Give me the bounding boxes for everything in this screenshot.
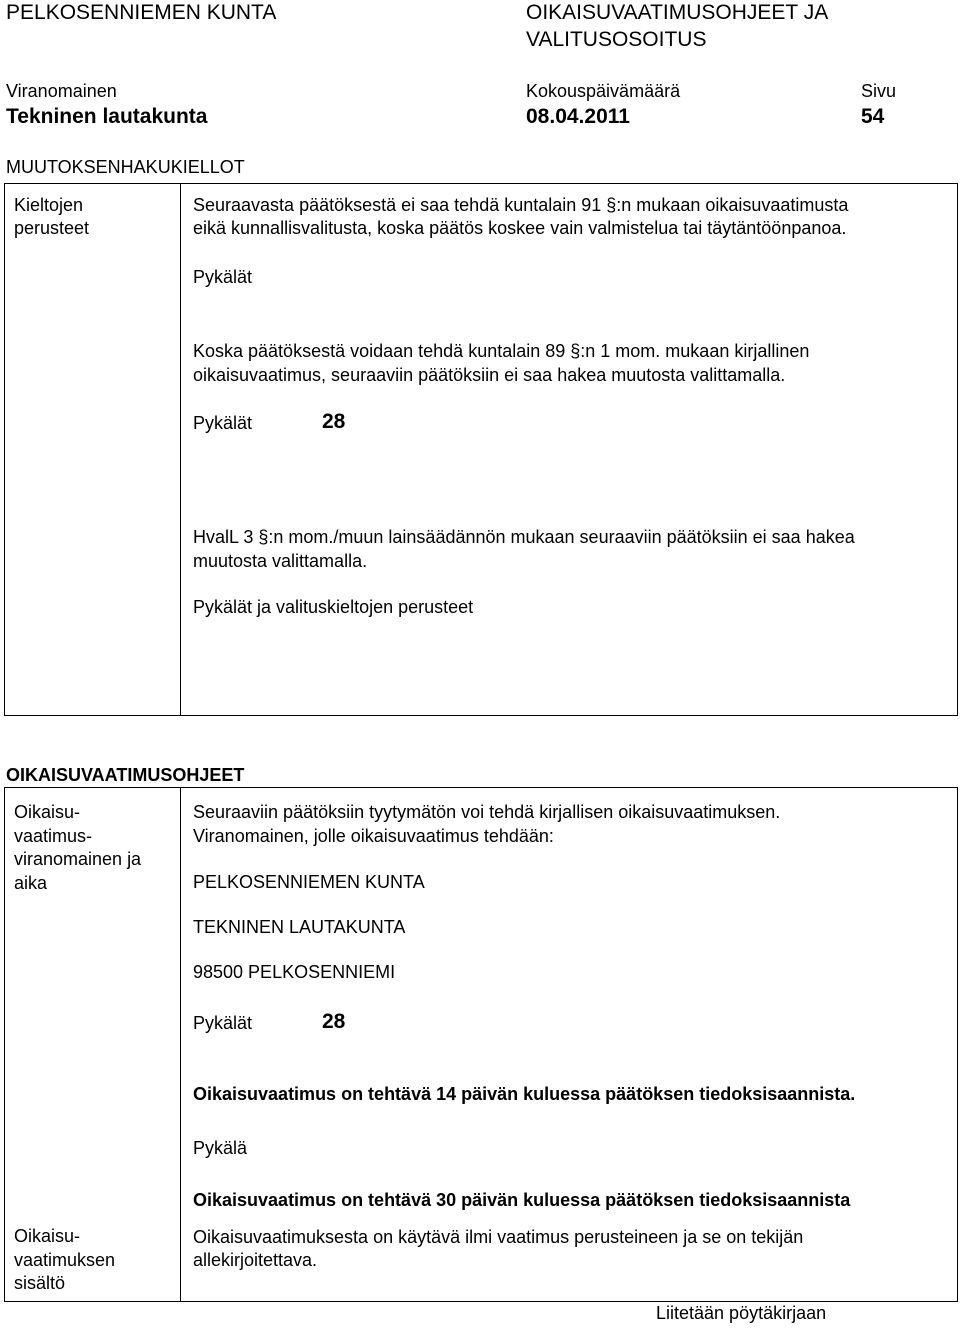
rect-sections-value: 28 bbox=[322, 1010, 346, 1033]
deadline-30-days: Oikaisuvaatimus on tehtävä 30 päivän kuluessa päätöksen tiedoksisaannista bbox=[193, 1190, 851, 1210]
column-divider bbox=[180, 183, 181, 716]
deadline-14-days: Oikaisuvaatimus on tehtävä 14 päivän kuluessa päätöksen tiedoksisaannista. bbox=[193, 1084, 856, 1104]
page-label: Sivu bbox=[861, 81, 897, 101]
bans-reason-label-line1: Kieltojen bbox=[14, 195, 84, 215]
rect-intro-line1: Seuraaviin päätöksiin tyytymätön voi tehdä kirjallisen oikaisuvaatimuksen. bbox=[193, 802, 781, 822]
page-number: 54 bbox=[861, 105, 885, 128]
ban-paragraph-1-sections-label: Pykälät bbox=[193, 267, 253, 287]
rect-authority-label-line1: Oikaisu- bbox=[14, 802, 81, 822]
appeal-bans-table bbox=[4, 183, 958, 716]
ban-paragraph-1-line1: Seuraavasta päätöksestä ei saa tehdä kuntalain 91 §:n mukaan oikaisuvaatimusta bbox=[193, 195, 849, 215]
address-line3: 98500 PELKOSENNIEMI bbox=[193, 962, 396, 982]
attachment-note: Liitetään pöytäkirjaan bbox=[656, 1303, 827, 1323]
authority-label: Viranomainen bbox=[6, 81, 117, 101]
rect-content-line1: Oikaisuvaatimuksesta on käytävä ilmi vaatimus perusteineen ja se on tekijän bbox=[193, 1227, 804, 1247]
rect-intro-line2: Viranomainen, jolle oikaisuvaatimus tehdään: bbox=[193, 826, 554, 846]
rect-authority-label-line2: vaatimus- bbox=[14, 826, 93, 846]
rectification-title: OIKAISUVAATIMUSOHJEET bbox=[6, 765, 245, 785]
ban-paragraph-2-sections-value: 28 bbox=[322, 410, 346, 433]
ban-paragraph-2-sections-label: Pykälät bbox=[193, 413, 253, 433]
rect-content-label-line1: Oikaisu- bbox=[14, 1226, 81, 1246]
bans-reason-label-line2: perusteet bbox=[14, 218, 90, 238]
document-title-line1: OIKAISUVAATIMUSOHJEET JA bbox=[526, 1, 829, 24]
address-line1: PELKOSENNIEMEN KUNTA bbox=[193, 872, 425, 892]
rect-content-label-line2: vaatimuksen bbox=[14, 1250, 116, 1270]
rect-sections-label: Pykälät bbox=[193, 1013, 253, 1033]
ban-paragraph-3-line1: HvalL 3 §:n mom./muun lainsäädännön mukaan seuraaviin päätöksiin ei saa hakea bbox=[193, 527, 855, 547]
column-divider bbox=[180, 787, 181, 1302]
rect-content-line2: allekirjoitettava. bbox=[193, 1250, 318, 1270]
rect-content-label-line3: sisältö bbox=[14, 1273, 66, 1293]
ban-paragraph-2-line1: Koska päätöksestä voidaan tehdä kuntalain 89 §:n 1 mom. mukaan kirjallinen bbox=[193, 341, 810, 361]
ban-paragraph-3-line2: muutosta valittamalla. bbox=[193, 551, 368, 571]
appeal-bans-title: MUUTOKSENHAKUKIELLOT bbox=[6, 157, 245, 177]
meeting-date-label: Kokouspäivämäärä bbox=[526, 81, 681, 101]
municipality-name: PELKOSENNIEMEN KUNTA bbox=[6, 1, 277, 24]
ban-paragraph-3-sections-label: Pykälät ja valituskieltojen perusteet bbox=[193, 597, 474, 617]
document-title-line2: VALITUSOSOITUS bbox=[526, 28, 707, 51]
meeting-date-value: 08.04.2011 bbox=[526, 105, 630, 128]
ban-paragraph-1-line2: eikä kunnallisvalitusta, koska päätös koskee vain valmistelua tai täytäntöönpanoa. bbox=[193, 218, 847, 238]
rect-authority-label-line4: aika bbox=[14, 873, 48, 893]
rect-single-section-label: Pykälä bbox=[193, 1138, 248, 1158]
address-line2: TEKNINEN LAUTAKUNTA bbox=[193, 917, 406, 937]
authority-value: Tekninen lautakunta bbox=[6, 105, 208, 128]
ban-paragraph-2-line2: oikaisuvaatimus, seuraaviin päätöksiin ei saa hakea muutosta valittamalla. bbox=[193, 365, 786, 385]
rect-authority-label-line3: viranomainen ja bbox=[14, 849, 142, 869]
rectification-table bbox=[4, 787, 958, 1302]
